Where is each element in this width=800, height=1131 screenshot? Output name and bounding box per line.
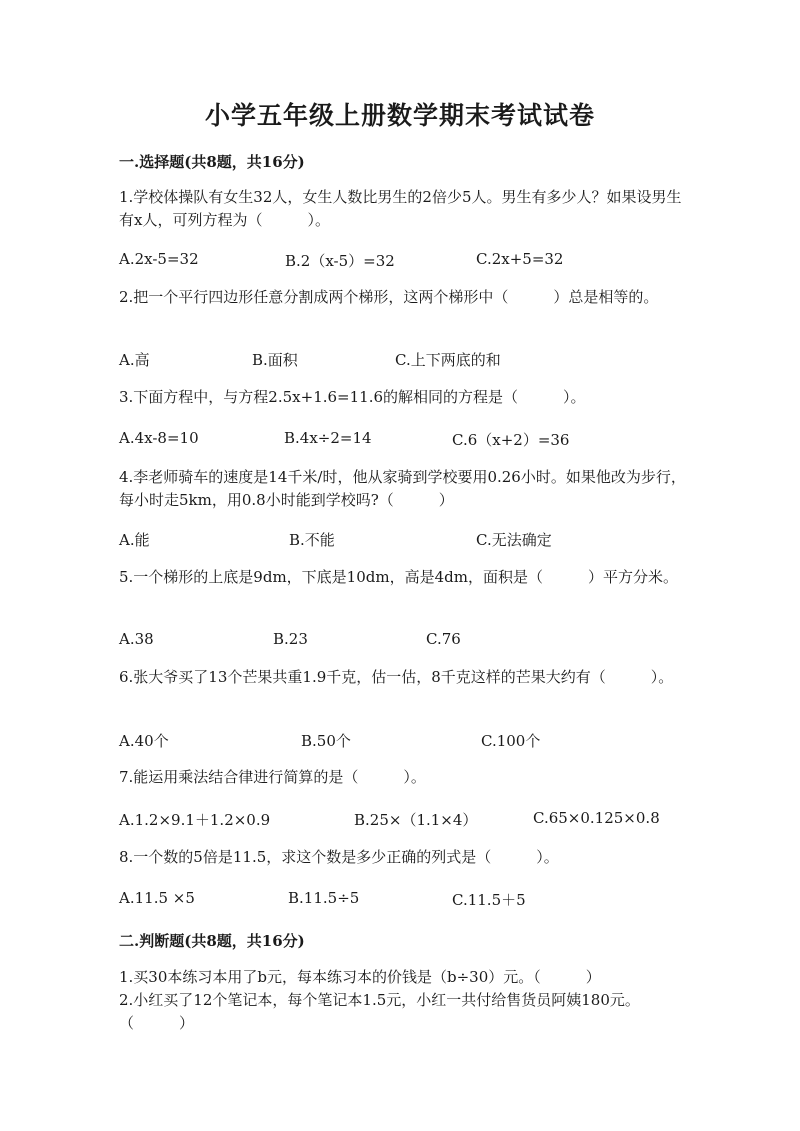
option-a: A.能	[119, 531, 150, 549]
question-7-options	[119, 809, 719, 831]
option-a: A.40个	[119, 732, 169, 750]
option-c: C.上下两底的和	[395, 351, 501, 369]
option-b: B.23	[273, 630, 308, 648]
question-4: 4.李老师骑车的速度是14千米/时，他从家骑到学校要用0.26小时。如果他改为步行，每小时走5km，用0.8小时能到学校吗?（ ）	[119, 468, 686, 509]
section-heading-judgement: 二.判断题(共8题，共16分)	[119, 932, 305, 950]
judgement-2: 2.小红买了12个笔记本，每个笔记本1.5元，小红一共付给售货员阿姨180元。（ ）	[119, 991, 640, 1032]
option-c: C.76	[426, 630, 461, 648]
option-a: A.38	[119, 630, 154, 648]
question-5-options	[119, 630, 719, 652]
option-a: A.11.5 ×5	[119, 889, 195, 907]
option-a: A.4x-8=10	[119, 429, 199, 447]
option-c: C.2x+5=32	[476, 250, 564, 268]
question-1-options	[119, 250, 719, 272]
question-5: 5.一个梯形的上底是9dm，下底是10dm，高是4dm，面积是（ ）平方分米。	[119, 568, 678, 586]
option-c: C.100个	[481, 732, 541, 750]
section-heading-choice: 一.选择题(共8题，共16分)	[119, 153, 305, 171]
option-b: B.25×（1.1×4）	[354, 811, 478, 829]
option-c: C.11.5＋5	[452, 891, 526, 909]
option-a: A.2x-5=32	[119, 250, 199, 268]
option-c: C.6（x+2）=36	[452, 431, 570, 449]
question-6: 6.张大爷买了13个芒果共重1.9千克，估一估，8千克这样的芒果大约有（ ）。	[119, 668, 674, 686]
question-6-options	[119, 730, 719, 752]
question-2-options	[119, 349, 719, 371]
option-b: B.11.5÷5	[288, 889, 360, 907]
option-b: B.50个	[301, 732, 351, 750]
question-3-options	[119, 429, 719, 451]
question-8-options	[119, 889, 719, 911]
option-b: B.4x÷2=14	[284, 429, 372, 447]
option-c: C.65×0.125×0.8	[533, 809, 660, 827]
option-b: B.2（x-5）=32	[285, 252, 395, 270]
question-7: 7.能运用乘法结合律进行简算的是（ ）。	[119, 768, 426, 786]
option-c: C.无法确定	[476, 531, 552, 549]
question-4-options	[119, 529, 719, 551]
page-title: 小学五年级上册数学期末考试试卷	[204, 101, 595, 130]
question-8: 8.一个数的5倍是11.5，求这个数是多少正确的列式是（ ）。	[119, 848, 559, 866]
judgement-1: 1.买30本练习本用了b元，每本练习本的价钱是（b÷30）元。（ ）	[119, 968, 601, 986]
question-3: 3.下面方程中，与方程2.5x+1.6=11.6的解相同的方程是（ ）。	[119, 388, 586, 406]
option-a: A.高	[119, 351, 150, 369]
option-b: B.面积	[252, 351, 298, 369]
option-b: B.不能	[289, 531, 335, 549]
option-a: A.1.2×9.1＋1.2×0.9	[119, 811, 271, 829]
question-1: 1.学校体操队有女生32人，女生人数比男生的2倍少5人。男生有多少人？如果设男生有x人，可列方程为（ ）。	[119, 188, 682, 229]
question-2: 2.把一个平行四边形任意分割成两个梯形，这两个梯形中（ ）总是相等的。	[119, 288, 659, 306]
